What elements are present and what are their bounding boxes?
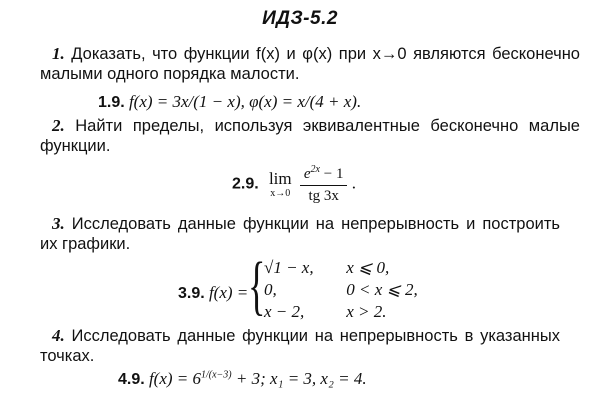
- task-1-number: 1.: [52, 44, 65, 63]
- numerator-base: e: [303, 166, 311, 182]
- case-2-condition: 0 < x ⩽ 2,: [346, 280, 418, 299]
- task-1-text: Доказать, что функции f(x) и φ(x) при x→0 являются бесконечно малыми одного порядка малости.: [40, 45, 580, 83]
- limit-subscript: x→0: [270, 188, 291, 199]
- task-2: [40, 116, 580, 156]
- case-1-condition: x ⩽ 0,: [346, 258, 390, 277]
- case-1-expression: √1 − x,: [264, 258, 314, 277]
- numerator-exponent: 2x: [310, 164, 320, 175]
- task-4-text: Исследовать данные функции на непрерывность в указанных точках.: [40, 327, 560, 365]
- task-2-number: 2.: [52, 116, 65, 135]
- formula-2-end: .: [351, 173, 356, 193]
- case-3-expression: x − 2,: [264, 302, 305, 321]
- limit-fraction: [300, 164, 348, 205]
- task-4-number: 4.: [52, 326, 65, 345]
- formula-4-base: f(x) = 6: [148, 369, 201, 388]
- limit-operator: [269, 170, 292, 199]
- case-row-2: [264, 279, 418, 301]
- case-row-1: [264, 257, 389, 279]
- page-title: ИДЗ-5.2: [262, 8, 338, 29]
- formula-3-label: 3.9.: [178, 285, 205, 302]
- numerator-rest: − 1: [319, 166, 344, 182]
- formula-3-lhs: f(x) =: [208, 283, 249, 302]
- formula-2-label: 2.9.: [232, 175, 259, 193]
- formula-4-rest: + 3; x₁ = 3, x₂ = 4.: [231, 369, 367, 388]
- task-3: [40, 214, 560, 254]
- formula-4-label: 4.9.: [118, 371, 145, 388]
- task-2-text: Найти пределы, используя эквивалентные бесконечно малые функции.: [40, 117, 580, 155]
- limit-word: lim: [268, 169, 292, 188]
- formula-4: [118, 369, 367, 389]
- fraction-denominator: tg 3x: [308, 188, 339, 204]
- formula-1-label: 1.9.: [98, 94, 125, 111]
- task-1: [40, 44, 580, 84]
- case-row-3: [264, 301, 387, 323]
- task-3-number: 3.: [52, 214, 65, 233]
- formula-4-exponent: 1/(x−3): [201, 369, 232, 381]
- case-2-expression: 0,: [264, 280, 277, 299]
- fraction-numerator: [300, 164, 348, 186]
- formula-3-lhs-wrap: [178, 283, 248, 303]
- formula-1: [98, 92, 361, 112]
- task-4: [40, 326, 560, 366]
- task-3-text: Исследовать данные функции на непрерывность и построить их графики.: [40, 215, 560, 253]
- case-3-condition: x > 2.: [346, 302, 387, 321]
- curly-brace: {: [248, 249, 266, 322]
- formula-1-expression: f(x) = 3x/(1 − x), φ(x) = x/(4 + x).: [128, 92, 362, 111]
- formula-2: [232, 164, 356, 205]
